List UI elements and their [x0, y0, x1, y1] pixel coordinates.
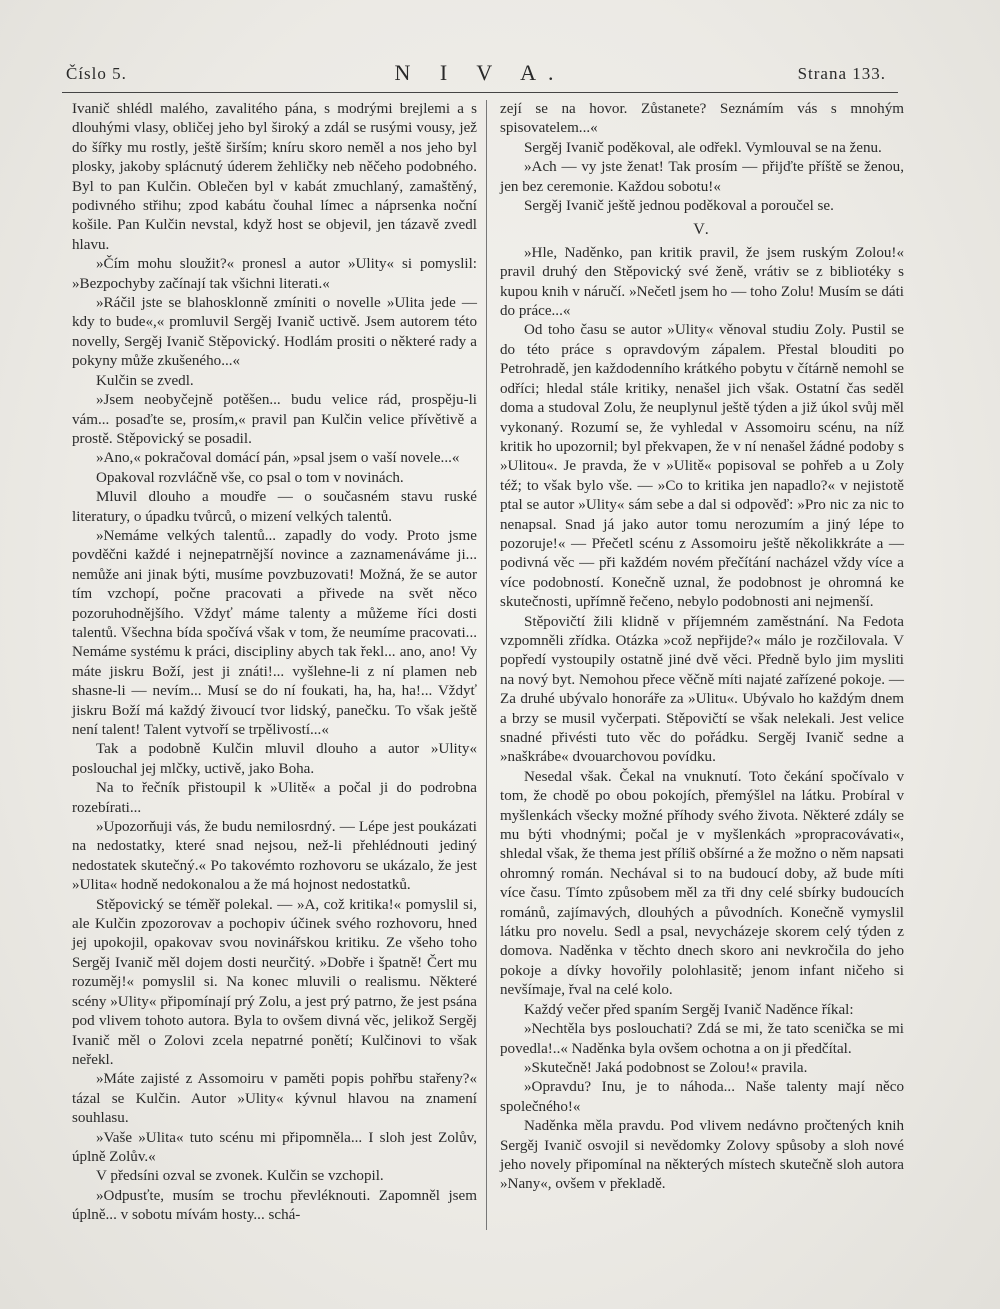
paragraph: Stěpovický se téměř polekal. — »A, což kritika!« pomyslil si, ale Kulčin zpozorovav a pochopiv účinek svého rozhovoru, hned jej upokojil, opakovav svou novinářskou kritiku. Ze všeho toho Sergěj Ivanič měl dojem dosti neurčitý. »Dobře i špatně! Čert mu rozuměj!« pomyslil si. Na konec mluvili o realismu. Některé scény »Ulity« připomínají prý Zolu, a jest prý patrno, že jest psána pod vlivem tohoto autora. Byla to ovšem divná věc, jelikož Sergěj Ivanič měl o Zolovi zcela nepatrné ponětí; Kulčinovi to však neřekl.: [72, 896, 477, 1068]
paragraph: zejí se na hovor. Zůstanete? Seznámím vás s mnohým spisovatelem...«: [500, 101, 904, 137]
paragraph: Stěpovičtí žili klidně v příjemném zaměstnání. Na Fedota vzpomněli zřídka. Otázka »což nepřijde?« málo je rozčilovala. V popředí vystoupily ostatně jiné dvě věci. Předně bylo jim mysliti na nový byt. Nemohou přece věčně míti najaté zařízené pokoje. — Za druhé ubývalo honoráře za »Ulitu«. Ubývalo ho každým dnem a brzy se musil vyčerpati. Stěpovičtí se však nelekali. Jest velice snadné přivésti tuto věc do pořádku. Sergěj Ivanič sedne a »naškrábe« dvouarchovou povídku.: [500, 613, 904, 766]
paragraph: »Máte zajisté z Assomoiru v paměti popis pohřbu stařeny?« tázal se Kulčin. Autor »Ulity« kývnul hlavou na znamení souhlasu.: [72, 1071, 477, 1127]
paragraph: V předsíni ozval se zvonek. Kulčin se vzchopil.: [96, 1168, 384, 1185]
paragraph: »Opravdu? Inu, je to náhoda... Naše talenty mají něco společného!«: [500, 1079, 904, 1115]
paragraph: »Nemáme velkých talentů... zapadly do vody. Proto jsme povděčni každé i nejnepatrnější novince a zaznamenáváme ji... nemůže ani jinak býti, musíme povzbuzovati! Možná, že se autor tím vzchopí, počne pracovati a přivede na svět něco pozoruhodnějšího. Vždyť máme talenty a můžeme říci dosti talentů. Všechna bída spočívá však v tom, že neumíme pracovati... Nemáme systému k práci, discipliny abych tak řekl... ano, ano! Vy máte jiskru Boží, jest ji znáti!... vyšlehne-li z ní plamen neb shasne-li — nevím... Musí se do ní foukati, ha, ha, ha!... Vždyť jiskru Boží má každý živoucí tvor lidský, panečku. To však ještě není talent! Talent vytvoří se trpělivostí...«: [72, 527, 477, 738]
paragraph: »Ach — vy jste ženat! Tak prosím — přijďte příště se ženou, jen bez ceremonie. Každou sobotu!«: [500, 159, 904, 195]
paragraph: Sergěj Ivanič poděkoval, ale odřekl. Vymlouval se na ženu.: [524, 139, 882, 156]
paragraph: »Odpusťte, musím se trochu převléknouti. Zapomněl jsem úplně... v sobotu mívám hosty... schá-: [72, 1187, 477, 1224]
header-rule: [62, 92, 898, 93]
paragraph: Kulčin se zvedl.: [96, 372, 194, 389]
paragraph: »Vaše »Ulita« tuto scénu mi připomněla... I sloh jest Zolův, úplně Zolův.«: [72, 1129, 477, 1165]
paragraph: Sergěj Ivanič ještě jednou poděkoval a poroučel se.: [524, 198, 834, 215]
section-heading: V.: [693, 221, 711, 239]
paragraph: »Ráčil jste se blahosklonně zmíniti o novelle »Ulita jede — kdy to bude«,« promluvil Sergěj Ivanič uctivě. Jsem autorem této novelly, Sergěj Ivanič Stěpovický. Hodlám prositi o některé rady a pokyny může zkušeného...«: [72, 295, 477, 370]
right-column-top: [500, 100, 904, 216]
paragraph: Od toho času se autor »Ulity« věnoval studiu Zoly. Pustil se do této práce s opravdovým zápalem. Přestal blouditi po Petrohradě, jen každodenního krátkého pobytu v čítárně nemohl se odříci; hledal stále kritiky, nenašel jich však. Ostatní čas seděl doma a studoval Zolu, že neuplynul ještě týden a již úkol svůj měl vykonaný. Rozumí se, že vyhledal v Assomoiru scénu, na níž kritik ho upozornil; byl překvapen, že v ní nenašel žádné podoby s »Ulitou«. Je pravda, že v »Ulitě« popisoval se pohřeb a u Zoly též; to však bylo vše. — »Co to kritika jen napadlo?« v nejistotě ptal se autor »Ulity« sám sebe a dal si odpověď: »Pro nic za nic to nenapsal. Snad já jako autor tomu nerozumím a jiný lépe to pozoruje!« — Přečetl scénu z Assomoiru ještě několikkráte a — podivná věc — při každém novém přečítání nacházel vždy více a více podobností. Konečně uznal, že podobnost je ohromná ke skutečnosti, upřímně řečeno, nebylo podobnosti ani nejmenší.: [500, 322, 904, 611]
paragraph: Každý večer před spaním Sergěj Ivanič Naděnce říkal:: [524, 1001, 854, 1018]
paragraph: Na to řečník přistoupil k »Ulitě« a počal ji do podrobna rozebírati...: [72, 780, 477, 816]
paragraph: »Jsem neobyčejně potěšen... budu velice rád, prospěju-li vám... posaďte se, prosím,« pravil pan Kulčin velice přívětivě a prostě. Stěpovický se posadil.: [72, 392, 477, 447]
paragraph: »Čím mohu sloužit?« pronesl a autor »Ulity« si pomyslil: »Bezpochyby začínají tak všichni literati.«: [72, 256, 477, 292]
issue-number: Číslo 5.: [66, 64, 127, 83]
page-header: [62, 60, 898, 88]
paragraph: Naděnka měla pravdu. Pod vlivem nedávno pročtených knih Sergěj Ivanič osvojil si nevědomky Zolovy spůsoby a sloh nové jeho novely připomínal na některých místech skutečně sloh autora »Nany«, ovšem v překladě.: [500, 1118, 904, 1193]
right-column-bottom: [500, 244, 904, 1195]
paragraph: Opakoval rozvláčně vše, co psal o tom v novinách.: [96, 469, 404, 486]
page-number: Strana 133.: [797, 64, 886, 83]
paragraph: »Upozorňuji vás, že budu nemilosrdný. — Lépe jest poukázati na nedostatky, které snad nejsou, než-li přehlédnouti jediný nedostatek skutečný.« Po takovémto rozhovoru se ukázalo, že jest »Ulita« hodně nedokonalou a že má hojnost nedostatků.: [72, 819, 477, 894]
paragraph: »Skutečně! Jaká podobnost se Zolou!« pravila.: [524, 1059, 808, 1076]
publication-title: N I V A.: [394, 60, 566, 85]
left-column: [72, 100, 477, 1226]
paragraph: »Hle, Naděnko, pan kritik pravil, že jsem ruským Zolou!« pravil druhý den Stěpovický své ženě, vrátiv se z bibliotéky s kupou knih v náručí. »Nečetl jsem ho — toho Zolu! Musím se dáti do práce...«: [500, 244, 904, 320]
paragraph: Nesedal však. Čekal na vnuknutí. Toto čekání spočívalo v tom, že chodě po obou pokojích, přemýšlel na látku. Probíral v myšlenkách všecky možné příhody svého života. Některé zdály se mu býti vhodnými; počal je v myšlenkách »propracovávati«, shledal však, že thema jest příliš obšírné a že možno o něm napsati ohromný román. Nechával si to na budoucí doby, až bude míti více času. Tímto způsobem měl za tři dny celé sbírky budoucích románů, zajímavých, dlouhých a původních. Konečně vymyslil látku pro novelu. Sedl a psal, nevycházeje skorem celý týden z domova. Naděnka v těchto dnech skoro ani nevkročila do jeho pokoje a dívky hovořily polohlasitě; jenom infant ničeho si nevšímaje, řval na celé kolo.: [500, 768, 904, 999]
paragraph: Mluvil dlouho a moudře — o současném stavu ruské literatury, o úpadku tvůrců, o mizení velkých talentů.: [72, 489, 477, 525]
paragraph: Ivanič shlédl malého, zavalitého pána, s modrými brejlemi a s dlouhými vlasy, obličej jeho byl široký a zdál se rusými vousy, jež do šířky mu rostly, ještě širším; kníru skoro neměl a nos jeho byl plosky, jakoby splácnutý úderem žehličky neb něčeho podobného. Byl to pan Kulčin. Oblečen byl v kabát zmuchlaný, zamaštěný, podivného střihu; zpod kabátu čouhal límec a náprsenka noční košile. Pan Kulčin nevstal, když host se objevil, jen tázavě zvedl hlavu.: [72, 101, 477, 253]
paragraph: »Nechtěla bys poslouchati? Zdá se mi, že tato scenička se mi povedla!..« Naděnka byla ovšem ochotna a on ji předčítal.: [500, 1021, 904, 1057]
column-divider: [486, 100, 487, 1230]
right-column: [500, 100, 904, 1195]
paragraph: Tak a podobně Kulčin mluvil dlouho a autor »Ulity« poslouchal jej mlčky, uctivě, jako Boha.: [72, 741, 477, 777]
paragraph: »Ano,« pokračoval domácí pán, »psal jsem o vaší novele...«: [96, 450, 460, 467]
